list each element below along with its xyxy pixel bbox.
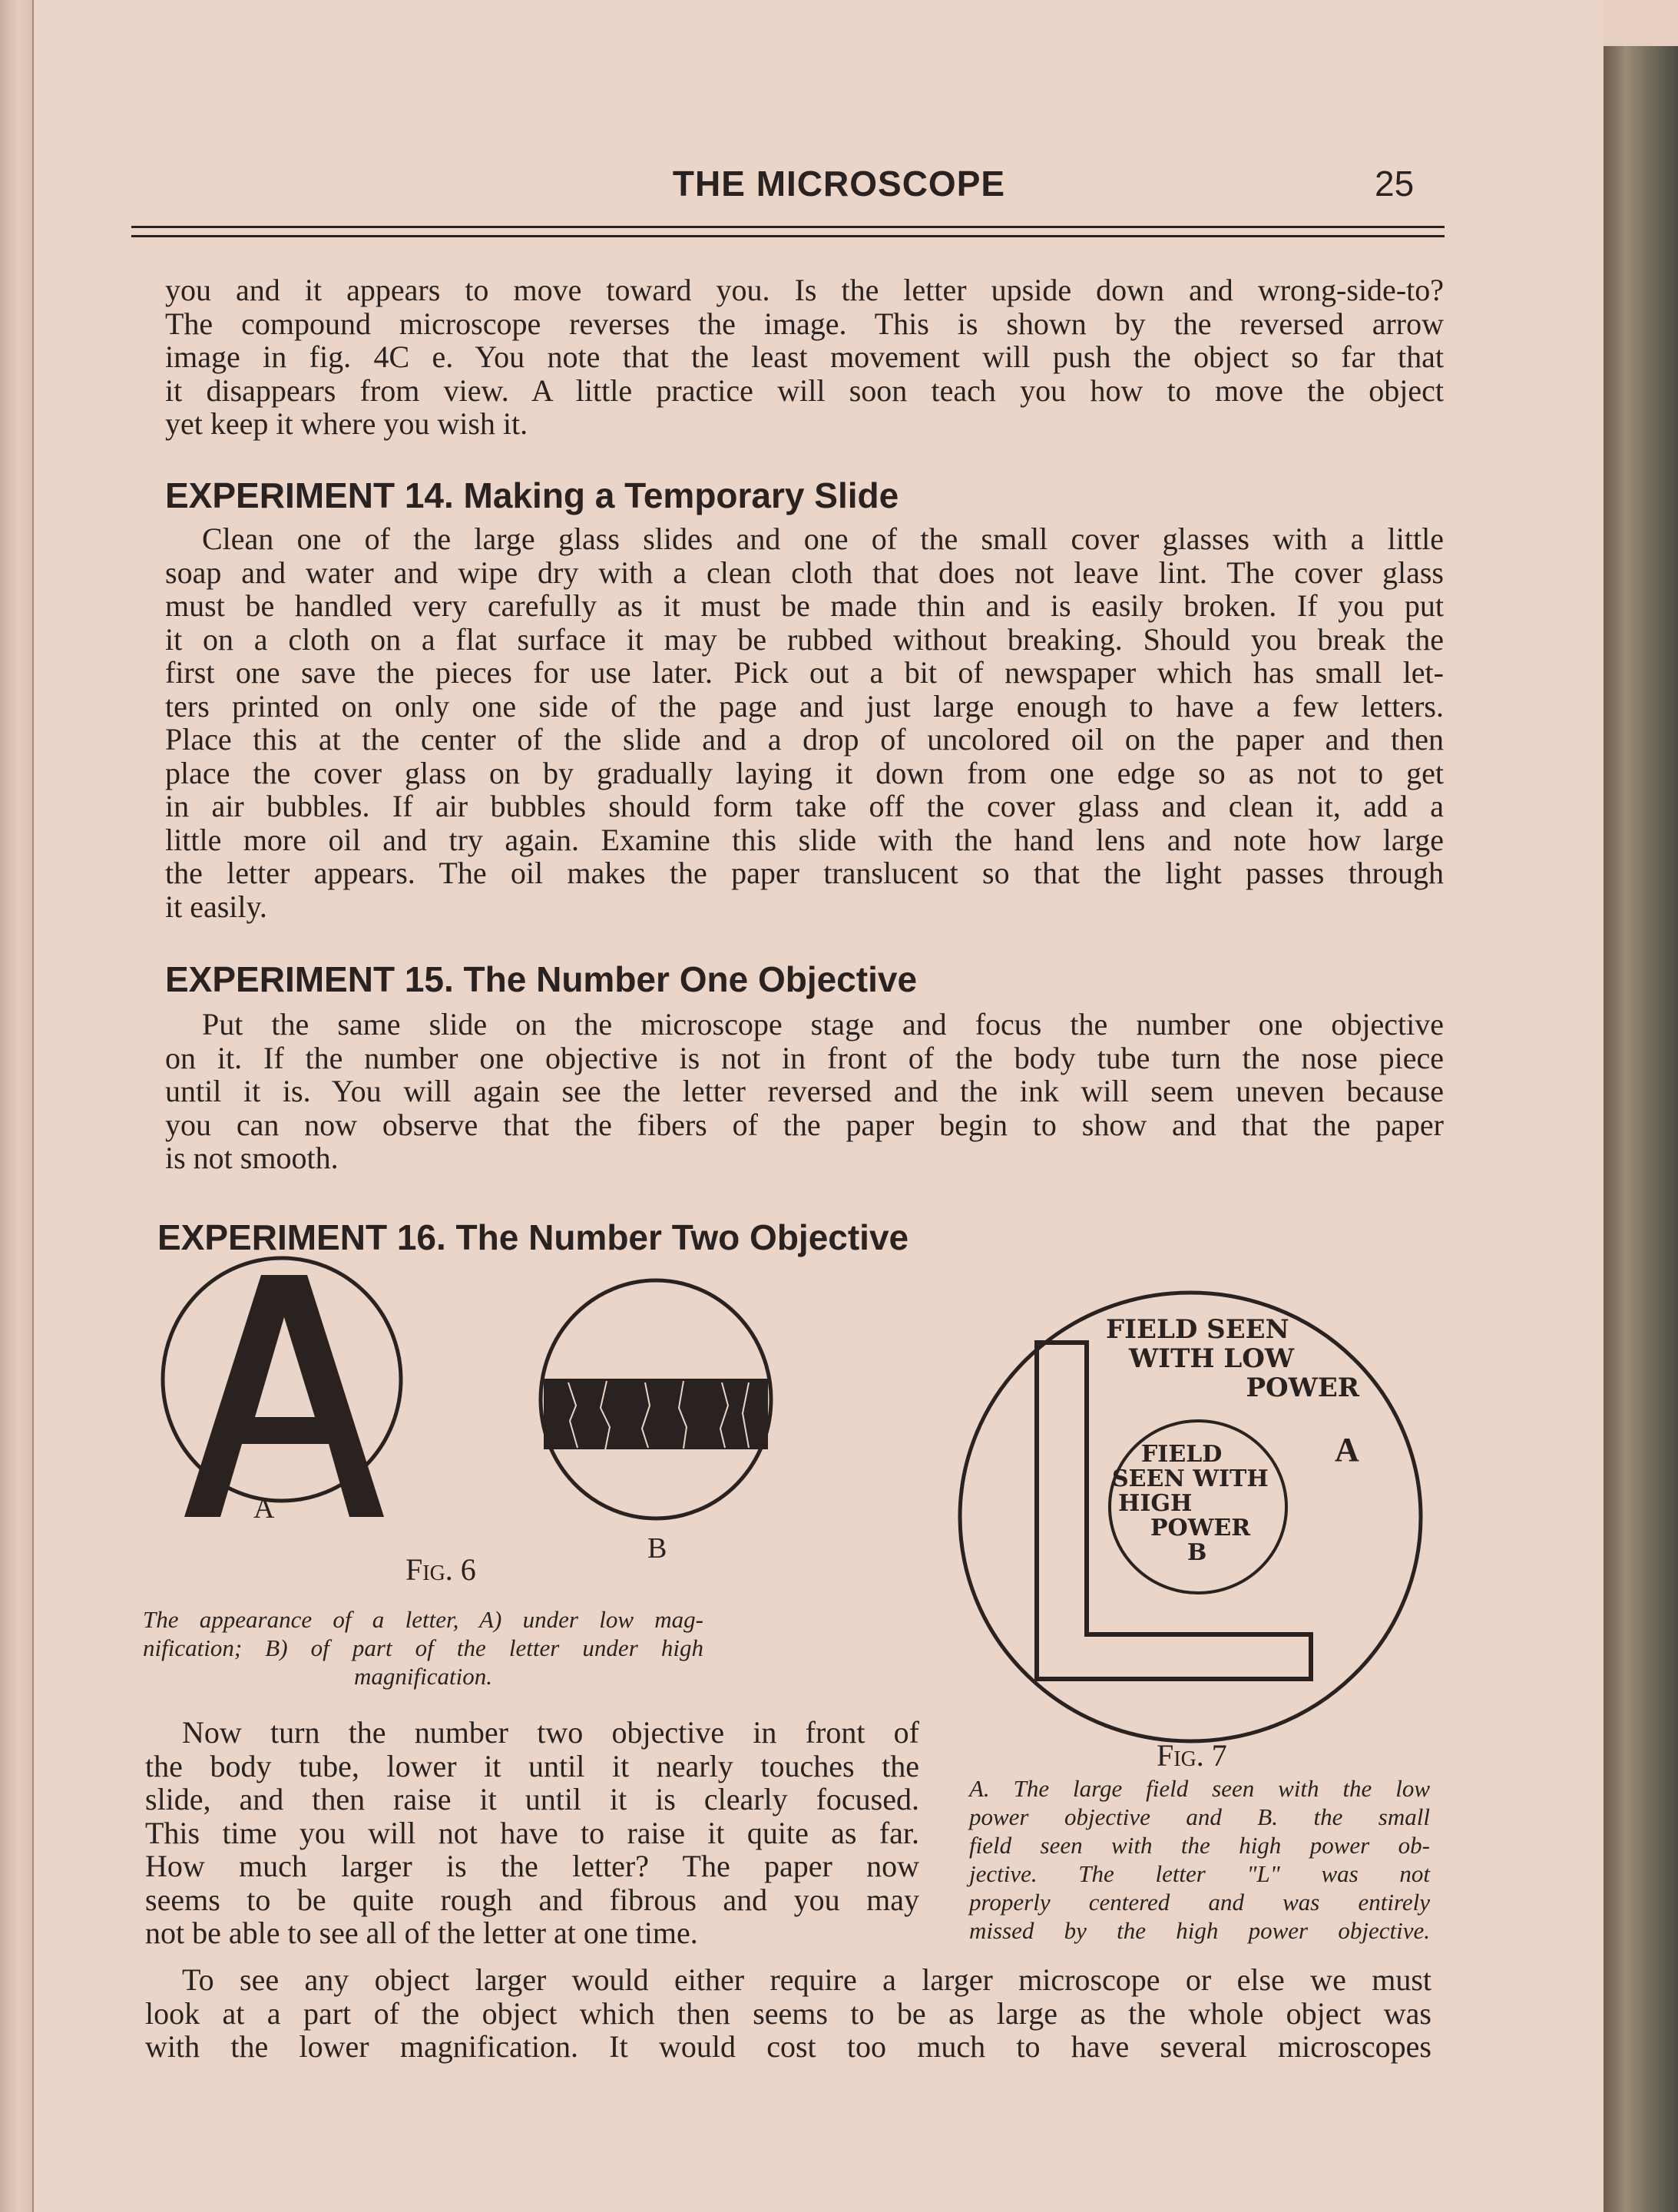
caption-line: The appearance of a letter, A) under low mag-: [143, 1606, 703, 1633]
text-line: the letter appears. The oil makes the paper translucent so that the light passes through: [165, 856, 1444, 890]
high-power-field-label: [1112, 1442, 1285, 1565]
text-line: How much larger is the letter? The paper now: [145, 1849, 919, 1883]
text-line: The compound microscope reverses the image. This is shown by the reversed arrow: [165, 306, 1444, 341]
caption-line: field seen with the high power ob-: [969, 1832, 1430, 1859]
label-line: POWER: [1246, 1373, 1359, 1403]
label-line: WITH LOW: [1129, 1343, 1295, 1374]
running-header: THE MICROSCOPE: [672, 164, 1006, 204]
fig6-caption: [143, 1605, 703, 1690]
text-line: you and it appears to move toward you. Is the letter upside down and wrong-side-to?: [165, 273, 1444, 307]
fig7-label-a: A: [1335, 1431, 1359, 1469]
text-line: it disappears from view. A little practice will soon teach you how to move the object: [165, 373, 1444, 408]
fig7-label-b: B: [1187, 1539, 1207, 1566]
experiment-16-paragraph: [145, 1716, 919, 1950]
text-line: soap and water and wipe dry with a clean cloth that does not leave lint. The cover glass: [165, 555, 1444, 590]
label-line: FIELD: [1141, 1441, 1223, 1468]
experiment-15-heading: EXPERIMENT 15. The Number One Objective: [165, 959, 918, 999]
text-line: with the lower magnification. It would cost too much to have several microscopes: [145, 2029, 1431, 2064]
fig7-title: Fig. 7: [1157, 1738, 1227, 1773]
caption-line: nification; B) of part of the letter under high: [143, 1634, 703, 1661]
fig6-circle-a: [163, 1258, 401, 1517]
text-line: until it is. You will again see the letter reversed and the ink will seem uneven because: [165, 1074, 1444, 1108]
text-line: little more oil and try again. Examine this slide with the hand lens and note how large: [165, 822, 1444, 857]
text-line: you can now observe that the fibers of the paper begin to show and that the paper: [165, 1107, 1444, 1142]
label-line: POWER: [1150, 1515, 1251, 1541]
fig7-caption: [969, 1774, 1430, 1945]
fig6-circle-b: [541, 1280, 771, 1518]
text-line: Put the same slide on the microscope stage and focus the number one objective: [202, 1007, 1444, 1041]
text-line: on it. If the number one objective is not in front of the body tube turn the nose piece: [165, 1040, 1444, 1075]
final-paragraph: [145, 1963, 1431, 2064]
text-line: is not smooth.: [165, 1141, 339, 1175]
page-number: 25: [1375, 164, 1415, 204]
text-line: must be handled very carefully as it must be made thin and is easily broken. If you put: [165, 588, 1444, 623]
text-line: the body tube, lower it until it nearly touches the: [145, 1748, 919, 1783]
low-power-field-label: [1106, 1315, 1359, 1402]
experiment-14-heading: EXPERIMENT 14. Making a Temporary Slide: [165, 475, 899, 515]
caption-line: A. The large field seen with the low: [969, 1775, 1430, 1802]
caption-line: jective. The letter "L" was not: [969, 1860, 1430, 1887]
text-line: first one save the pieces for use later. Pick out a bit of newspaper which has small let-: [165, 655, 1444, 690]
fig6-label-b: B: [647, 1532, 667, 1565]
text-line: in air bubbles. If air bubbles should form take off the cover glass and clean it, add a: [165, 789, 1444, 823]
caption-line: missed by the high power objective.: [969, 1917, 1430, 1944]
text-line: Place this at the center of the slide and a drop of uncolored oil on the paper and then: [165, 722, 1444, 757]
text-line: Now turn the number two objective in front of: [182, 1715, 919, 1750]
text-line: it easily.: [165, 889, 267, 924]
text-line: To see any object larger would either require a larger microscope or else we must: [182, 1962, 1431, 1997]
label-line: FIELD SEEN: [1106, 1314, 1289, 1345]
text-line: look at a part of the object which then seems to be as large as the whole object was: [145, 1995, 1431, 2031]
text-line: yet keep it where you wish it.: [165, 406, 528, 441]
magnified-ink-band: [544, 1379, 768, 1449]
experiment-16-heading: EXPERIMENT 16. The Number Two Objective: [157, 1217, 909, 1257]
label-line: SEEN WITH: [1112, 1465, 1269, 1492]
text-line: seems to be quite rough and fibrous and you may: [145, 1882, 919, 1917]
fig6-title: Fig. 6: [405, 1552, 476, 1587]
text-line: image in fig. 4C e. You note that the least movement will push the object so far that: [165, 339, 1444, 374]
text-line: not be able to see all of the letter at one time.: [145, 1916, 698, 1950]
text-line: place the cover glass on by gradually laying it down from one edge so as not to get: [165, 755, 1444, 790]
label-line: HIGH: [1118, 1490, 1193, 1517]
text-line: ters printed on only one side of the page and just large enough to have a few letters.: [165, 688, 1444, 724]
caption-line: magnification.: [354, 1663, 492, 1690]
text-line: it on a cloth on a flat surface it may be rubbed without breaking. Should you break the: [165, 621, 1444, 657]
text-line: This time you will not have to raise it quite as far.: [145, 1815, 919, 1850]
caption-line: properly centered and was entirely: [969, 1889, 1430, 1916]
text-line: slide, and then raise it until it is clearly focused.: [145, 1782, 919, 1816]
text-line: Clean one of the large glass slides and one of the small cover glasses with a little: [202, 522, 1444, 556]
fig6-label-a: A: [253, 1492, 275, 1525]
caption-line: power objective and B. the small: [969, 1803, 1430, 1830]
